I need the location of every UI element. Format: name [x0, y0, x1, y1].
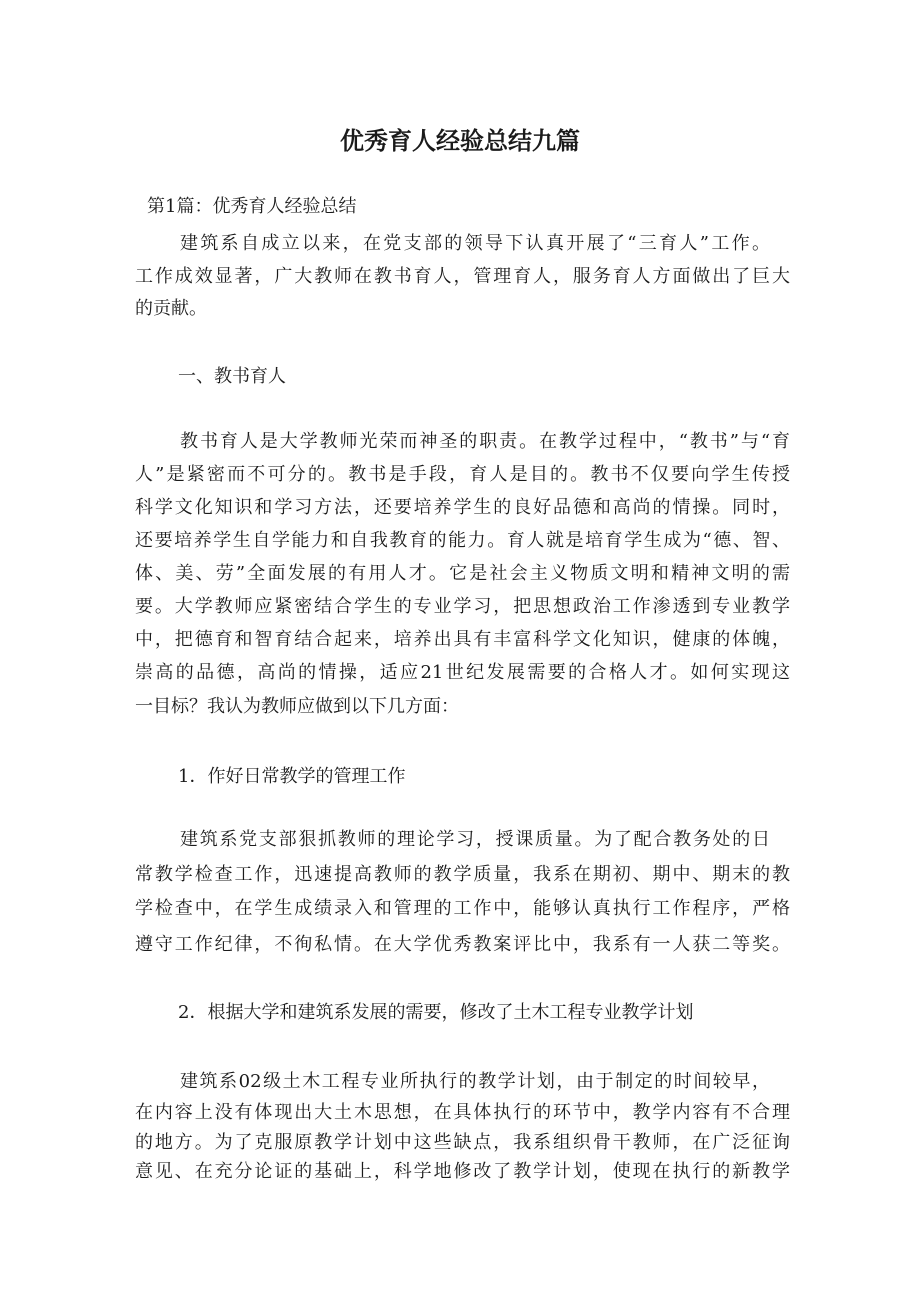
heading-teaching: 一、教书育人 — [178, 366, 286, 387]
paragraph-line: 科学文化知识和学习方法，还要培养学生的良好品德和高尚的情操。同时， — [135, 497, 790, 518]
paragraph-line: 在内容上没有体现出大土木思想，在具体执行的环节中，教学内容有不合理 — [135, 1102, 790, 1123]
paragraph-line: 教书育人是大学教师光荣而神圣的职责。在教学过程中，“教书”与“育 — [180, 431, 790, 452]
intro-line: 的贡献。 — [135, 298, 207, 319]
document-title: 优秀育人经验总结九篇 — [340, 127, 580, 155]
paragraph-line: 要。大学教师应紧密结合学生的专业学习，把思想政治工作渗透到专业教学 — [135, 596, 790, 617]
heading-curriculum: 2．根据大学和建筑系发展的需要，修改了土木工程专业教学计划 — [178, 1002, 694, 1023]
paragraph-line: 遵守工作纪律，不徇私情。在大学优秀教案评比中，我系有一人获二等奖。 — [135, 934, 790, 955]
intro-line: 建筑系自成立以来，在党支部的领导下认真开展了“三育人”工作。 — [180, 233, 770, 254]
paragraph-line: 还要培养学生自学能力和自我教育的能力。育人就是培育学生成为“德、智、 — [135, 530, 790, 551]
heading-daily-management: 1．作好日常教学的管理工作 — [178, 766, 406, 787]
paragraph-line: 的地方。为了克服原教学计划中这些缺点，我系组织骨干教师，在广泛征询 — [135, 1132, 790, 1153]
paragraph-line: 人”是紧密而不可分的。教书是手段，育人是目的。教书不仅要向学生传授 — [135, 464, 790, 485]
paragraph-line: 崇高的品德，高尚的情操，适应21世纪发展需要的合格人才。如何实现这 — [135, 662, 790, 683]
paragraph-line: 意见、在充分论证的基础上，科学地修改了教学计划，使现在执行的新教学 — [135, 1161, 790, 1182]
paragraph-line: 学检查中，在学生成绩录入和管理的工作中，能够认真执行工作程序，严格 — [135, 898, 790, 919]
intro-line: 工作成效显著，广大教师在教书育人，管理育人，服务育人方面做出了巨大 — [135, 266, 790, 287]
paragraph-line: 中，把德育和智育结合起来，培养出具有丰富科学文化知识，健康的体魄， — [135, 629, 790, 650]
paragraph-line: 建筑系党支部狠抓教师的理论学习，授课质量。为了配合教务处的日 — [180, 829, 770, 850]
paragraph-line: 建筑系02级土木工程专业所执行的教学计划，由于制定的时间较早， — [180, 1071, 770, 1092]
paragraph-line: 常教学检查工作，迅速提高教师的教学质量，我系在期初、期中、期末的教 — [135, 864, 790, 885]
paragraph-line: 一目标？我认为教师应做到以下几方面： — [135, 696, 459, 717]
paragraph-line: 体、美、劳”全面发展的有用人才。它是社会主义物质文明和精神文明的需 — [135, 563, 790, 584]
section-label: 第1篇：优秀育人经验总结 — [147, 196, 357, 217]
